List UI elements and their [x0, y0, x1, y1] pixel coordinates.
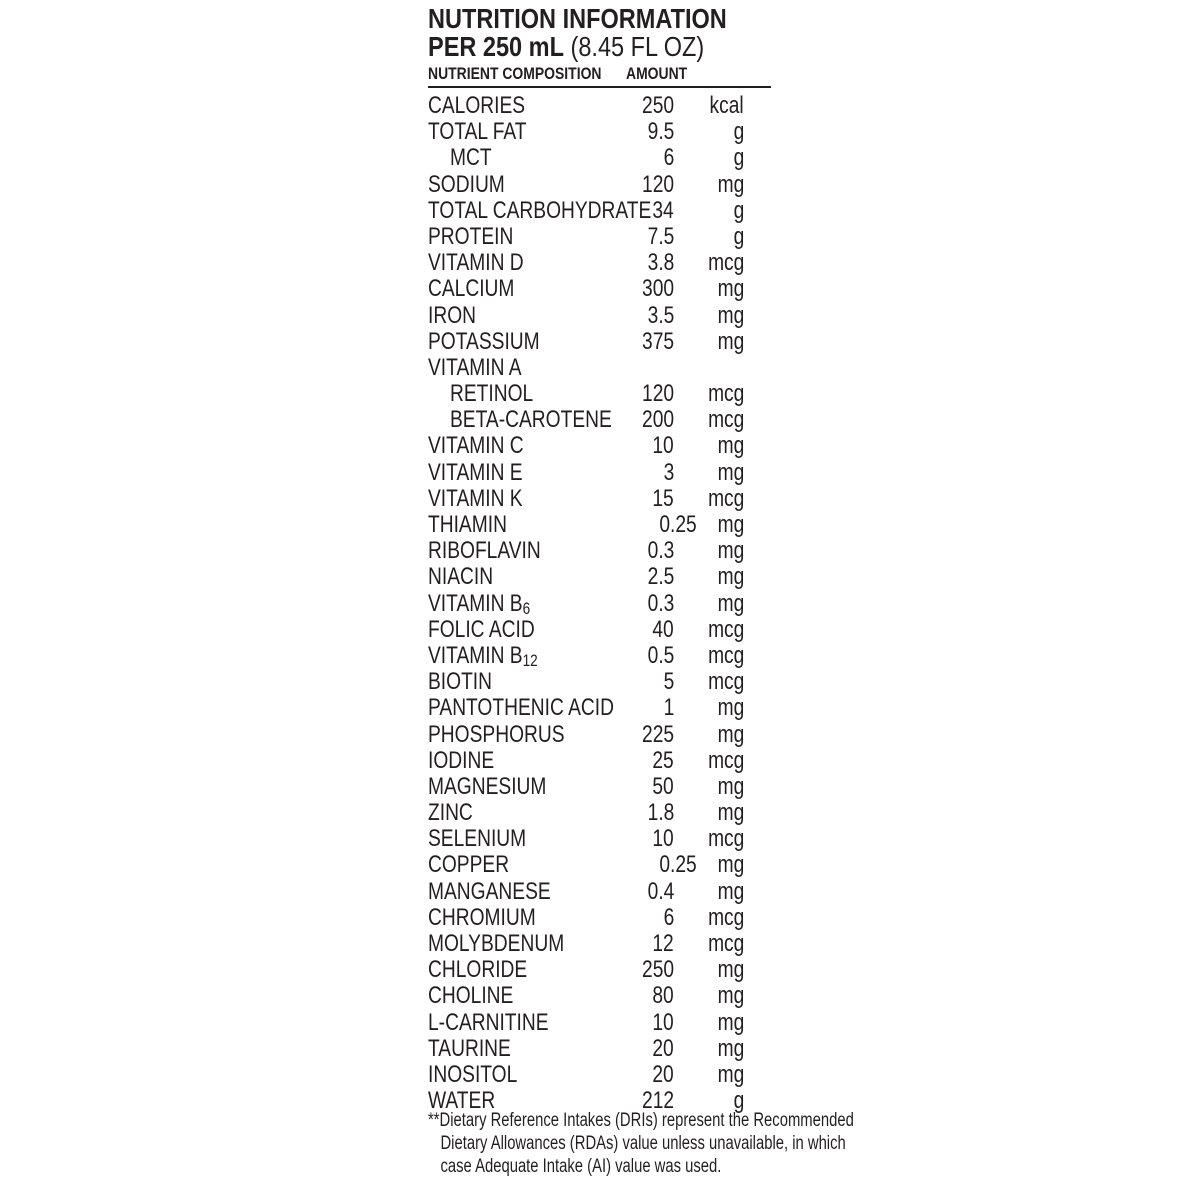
footnote: [428, 1109, 854, 1178]
nutrient-row: [428, 355, 772, 381]
nutrient-name: [428, 1010, 549, 1036]
nutrient-name: [428, 722, 565, 748]
nutrient-name: [428, 617, 535, 643]
nutrient-amount: 6: [663, 903, 674, 931]
nutrient-amount: 375: [641, 327, 674, 355]
nutrient-amount: 3: [663, 458, 674, 486]
nutrient-unit: mg: [717, 432, 744, 460]
nutrient-unit: mcg: [707, 930, 744, 957]
nutrient-amount: 0.4: [647, 877, 674, 905]
nutrient-name-text: NIACIN: [428, 563, 494, 591]
nutrient-amount: 0.25: [659, 511, 697, 538]
nutrient-name-subscript: 12: [522, 650, 538, 670]
nutrient-name: [428, 119, 527, 145]
nutrient-name: [428, 1036, 511, 1062]
nutrient-name: [428, 198, 651, 224]
nutrient-amount: 1.8: [647, 799, 674, 827]
nutrient-unit: mg: [717, 537, 744, 565]
nutrient-name: [428, 512, 507, 538]
nutrient-amount: 0.25: [659, 851, 697, 879]
nutrient-row: [428, 957, 772, 983]
nutrient-name: [428, 695, 614, 721]
nutrient-name: [428, 957, 527, 983]
nutrient-unit: mcg: [707, 380, 744, 408]
nutrient-amount: 3.8: [647, 249, 674, 277]
nutrient-name-text: SODIUM: [428, 170, 505, 198]
nutrient-name: [428, 931, 564, 957]
nutrient-name: [428, 564, 493, 590]
nutrient-name-text: RETINOL: [450, 380, 534, 408]
nutrient-name-text: TOTAL CARBOHYDRATE: [428, 196, 652, 224]
nutrient-amount: 25: [652, 746, 674, 774]
nutrient-name-text: L-CARNITINE: [428, 1008, 549, 1036]
nutrient-amount: 0.3: [647, 537, 674, 565]
nutrient-name: [428, 669, 492, 695]
nutrient-amount: 3.5: [647, 301, 674, 329]
nutrient-amount: 12: [652, 930, 674, 957]
nutrient-amount: 50: [652, 772, 674, 800]
nutrient-name-text: CHROMIUM: [428, 903, 536, 931]
nutrient-name: [428, 852, 509, 878]
nutrient-unit: mg: [717, 563, 744, 591]
nutrient-row: [428, 407, 772, 433]
nutrient-unit: mg: [717, 982, 744, 1010]
nutrient-row: [428, 643, 772, 669]
nutrient-row: [428, 722, 772, 748]
nutrient-amount: 10: [652, 1008, 674, 1036]
nutrient-name-text: POTASSIUM: [428, 327, 540, 355]
nutrient-name: [428, 433, 524, 459]
nutrient-amount: 1: [663, 694, 674, 722]
nutrient-amount: 9.5: [647, 118, 674, 146]
nutrient-name: [428, 905, 536, 931]
nutrient-unit: mg: [717, 956, 744, 984]
nutrient-unit: mcg: [707, 484, 744, 512]
nutrient-unit: mg: [717, 458, 744, 486]
footnote-line: **Dietary Reference Intakes (DRIs) represent the Recommended: [428, 1110, 854, 1131]
nutrient-row: [428, 774, 772, 800]
nutrient-row: [428, 276, 772, 302]
nutrient-row: [428, 145, 772, 171]
nutrient-name-text: TAURINE: [428, 1034, 511, 1062]
nutrient-name: [428, 460, 523, 486]
nutrient-amount: 0.5: [647, 641, 674, 669]
nutrient-row: [428, 800, 772, 826]
nutrient-unit: mcg: [707, 641, 744, 669]
nutrient-name: [428, 276, 514, 302]
nutrient-unit: mcg: [707, 668, 744, 696]
nutrient-name-text: INOSITOL: [428, 1060, 518, 1088]
nutrient-name: [428, 355, 522, 381]
nutrient-name-text: IRON: [428, 301, 476, 329]
nutrient-row: [428, 931, 772, 957]
nutrient-unit: mg: [717, 1060, 744, 1088]
nutrient-name: [428, 591, 530, 619]
nutrient-amount: 6: [663, 144, 674, 172]
nutrient-name: [428, 774, 546, 800]
panel-title: NUTRITION INFORMATION: [428, 3, 727, 34]
nutrient-name: [428, 748, 494, 774]
nutrient-row: [428, 852, 772, 878]
nutrient-name: [428, 250, 524, 276]
nutrient-name-text: VITAMIN E: [428, 458, 523, 486]
nutrient-unit: mg: [717, 694, 744, 722]
nutrient-unit: mcg: [707, 249, 744, 277]
nutrient-name-text: MAGNESIUM: [428, 772, 547, 800]
nutrient-amount: 20: [652, 1060, 674, 1088]
nutrient-row: [428, 905, 772, 931]
nutrient-unit: mg: [717, 1034, 744, 1062]
nutrient-unit: mg: [717, 589, 744, 617]
nutrient-unit: mg: [717, 877, 744, 905]
nutrient-row: [428, 879, 772, 905]
nutrition-panel: [428, 0, 854, 1200]
nutrient-name-text: RIBOFLAVIN: [428, 537, 541, 565]
nutrient-unit: mg: [717, 851, 744, 879]
nutrient-unit: g: [733, 222, 744, 250]
nutrient-amount: 80: [652, 982, 674, 1010]
nutrient-unit: mg: [717, 1008, 744, 1036]
nutrient-unit: mg: [717, 301, 744, 329]
nutrient-amount: 40: [652, 615, 674, 643]
nutrient-name-text: BETA-CAROTENE: [450, 406, 612, 434]
nutrient-name: [428, 538, 541, 564]
nutrient-amount: 225: [641, 720, 674, 748]
nutrient-unit: g: [733, 196, 744, 224]
nutrient-unit: mcg: [707, 406, 744, 434]
nutrient-name-text: MCT: [450, 144, 492, 172]
nutrient-name: [428, 329, 540, 355]
nutrient-unit: mg: [717, 170, 744, 198]
nutrient-name: [450, 381, 533, 407]
column-header-amount: AMOUNT: [626, 64, 688, 83]
nutrient-name: [428, 879, 551, 905]
nutrient-name-text: IODINE: [428, 746, 495, 774]
footnote-line: case Adequate Intake (AI) value was used.: [440, 1156, 722, 1177]
nutrient-name-text: VITAMIN D: [428, 249, 524, 277]
nutrient-row: [428, 748, 772, 774]
nutrient-row: [428, 669, 772, 695]
nutrient-unit: mg: [717, 327, 744, 355]
nutrient-row: [428, 172, 772, 198]
nutrient-amount: 120: [641, 170, 674, 198]
nutrient-row: [428, 198, 772, 224]
nutrient-amount: 212: [641, 1087, 674, 1115]
nutrient-name-text: VITAMIN C: [428, 432, 524, 460]
nutrient-row: [428, 695, 772, 721]
nutrient-amount: 34: [652, 196, 674, 224]
nutrient-name-text: ZINC: [428, 799, 473, 827]
nutrient-row: [428, 512, 772, 538]
nutrient-name-text: WATER: [428, 1087, 496, 1115]
nutrient-unit: mg: [717, 799, 744, 827]
nutrient-row: [428, 486, 772, 512]
nutrient-name-text: FOLIC ACID: [428, 615, 535, 643]
nutrient-unit: g: [733, 118, 744, 146]
nutrient-name-text: CHLORIDE: [428, 956, 528, 984]
nutrient-amount: 20: [652, 1034, 674, 1062]
nutrient-row: [428, 250, 772, 276]
nutrient-name: [428, 172, 505, 198]
nutrient-name: [450, 407, 612, 433]
serving-size: [428, 30, 704, 64]
nutrient-name-text: SELENIUM: [428, 825, 527, 853]
nutrient-row: [428, 1036, 772, 1062]
nutrient-row: [428, 93, 772, 119]
nutrient-name: [428, 224, 513, 250]
nutrient-row: [428, 538, 772, 564]
nutrient-name-text: COPPER: [428, 851, 510, 879]
nutrient-amount: 5: [663, 668, 674, 696]
nutrient-name: [428, 93, 525, 119]
nutrient-row: [428, 564, 772, 590]
nutrient-unit: mg: [717, 720, 744, 748]
nutrient-amount: 120: [641, 380, 674, 408]
nutrient-amount: 300: [641, 275, 674, 303]
nutrient-row: [428, 224, 772, 250]
nutrient-name-text: PANTOTHENIC ACID: [428, 694, 614, 722]
nutrient-row: [428, 433, 772, 459]
footnote-line: Dietary Allowances (RDAs) value unless unavailable, in which: [440, 1133, 846, 1154]
nutrient-row: [428, 591, 772, 617]
nutrient-name-text: CALCIUM: [428, 275, 515, 303]
nutrient-row: [428, 617, 772, 643]
nutrient-amount: 250: [641, 956, 674, 984]
nutrient-name: [428, 643, 538, 671]
nutrient-name-text: CHOLINE: [428, 982, 514, 1010]
nutrient-amount: 2.5: [647, 563, 674, 591]
header-divider: [428, 86, 771, 88]
nutrient-name: [450, 145, 492, 171]
nutrient-amount: 200: [641, 406, 674, 434]
nutrient-name-text: MOLYBDENUM: [428, 930, 565, 957]
nutrient-row: [428, 1010, 772, 1036]
nutrient-name-text: PROTEIN: [428, 222, 514, 250]
column-header-nutrient: NUTRIENT COMPOSITION: [428, 64, 602, 83]
nutrient-row: [428, 119, 772, 145]
nutrient-row: [428, 826, 772, 852]
nutrient-name-text: MANGANESE: [428, 877, 551, 905]
nutrient-name-text: TOTAL FAT: [428, 118, 527, 146]
nutrient-unit: mcg: [707, 903, 744, 931]
nutrient-name-text: VITAMIN B: [428, 641, 523, 669]
nutrient-name: [428, 826, 526, 852]
nutrient-amount: 10: [652, 432, 674, 460]
nutrient-row: [428, 381, 772, 407]
serving-size-rest: (8.45 FL OZ): [563, 31, 705, 62]
nutrient-name-text: VITAMIN K: [428, 484, 523, 512]
nutrient-name: [428, 800, 473, 826]
nutrient-amount: 250: [641, 92, 674, 119]
nutrient-row: [428, 329, 772, 355]
nutrient-amount: 15: [652, 484, 674, 512]
nutrient-unit: mg: [717, 275, 744, 303]
nutrient-unit: mcg: [707, 825, 744, 853]
nutrient-unit: g: [733, 144, 744, 172]
nutrient-row: [428, 1062, 772, 1088]
nutrient-name-text: VITAMIN B: [428, 589, 523, 617]
nutrient-name-subscript: 6: [522, 598, 531, 618]
nutrient-name-text: CALORIES: [428, 92, 526, 119]
nutrient-name: [428, 1062, 517, 1088]
serving-size-bold: PER 250 mL: [428, 31, 564, 62]
nutrient-name-text: THIAMIN: [428, 511, 507, 538]
nutrient-unit: g: [733, 1087, 744, 1115]
nutrient-name-text: PHOSPHORUS: [428, 720, 565, 748]
nutrient-unit: mcg: [707, 615, 744, 643]
nutrient-row: [428, 983, 772, 1009]
nutrient-name-text: VITAMIN A: [428, 353, 522, 381]
nutrient-name: [428, 486, 523, 512]
nutrient-unit: kcal: [709, 92, 744, 119]
nutrient-amount: 0.3: [647, 589, 674, 617]
nutrient-name-text: BIOTIN: [428, 668, 493, 696]
nutrient-name: [428, 983, 513, 1009]
nutrient-row: [428, 303, 772, 329]
nutrient-unit: mg: [717, 772, 744, 800]
nutrient-table: [428, 93, 772, 1114]
nutrient-amount: 7.5: [647, 222, 674, 250]
nutrient-row: [428, 460, 772, 486]
nutrient-unit: mg: [717, 511, 744, 538]
nutrient-amount: 10: [652, 825, 674, 853]
nutrient-name: [428, 303, 476, 329]
nutrient-unit: mcg: [707, 746, 744, 774]
